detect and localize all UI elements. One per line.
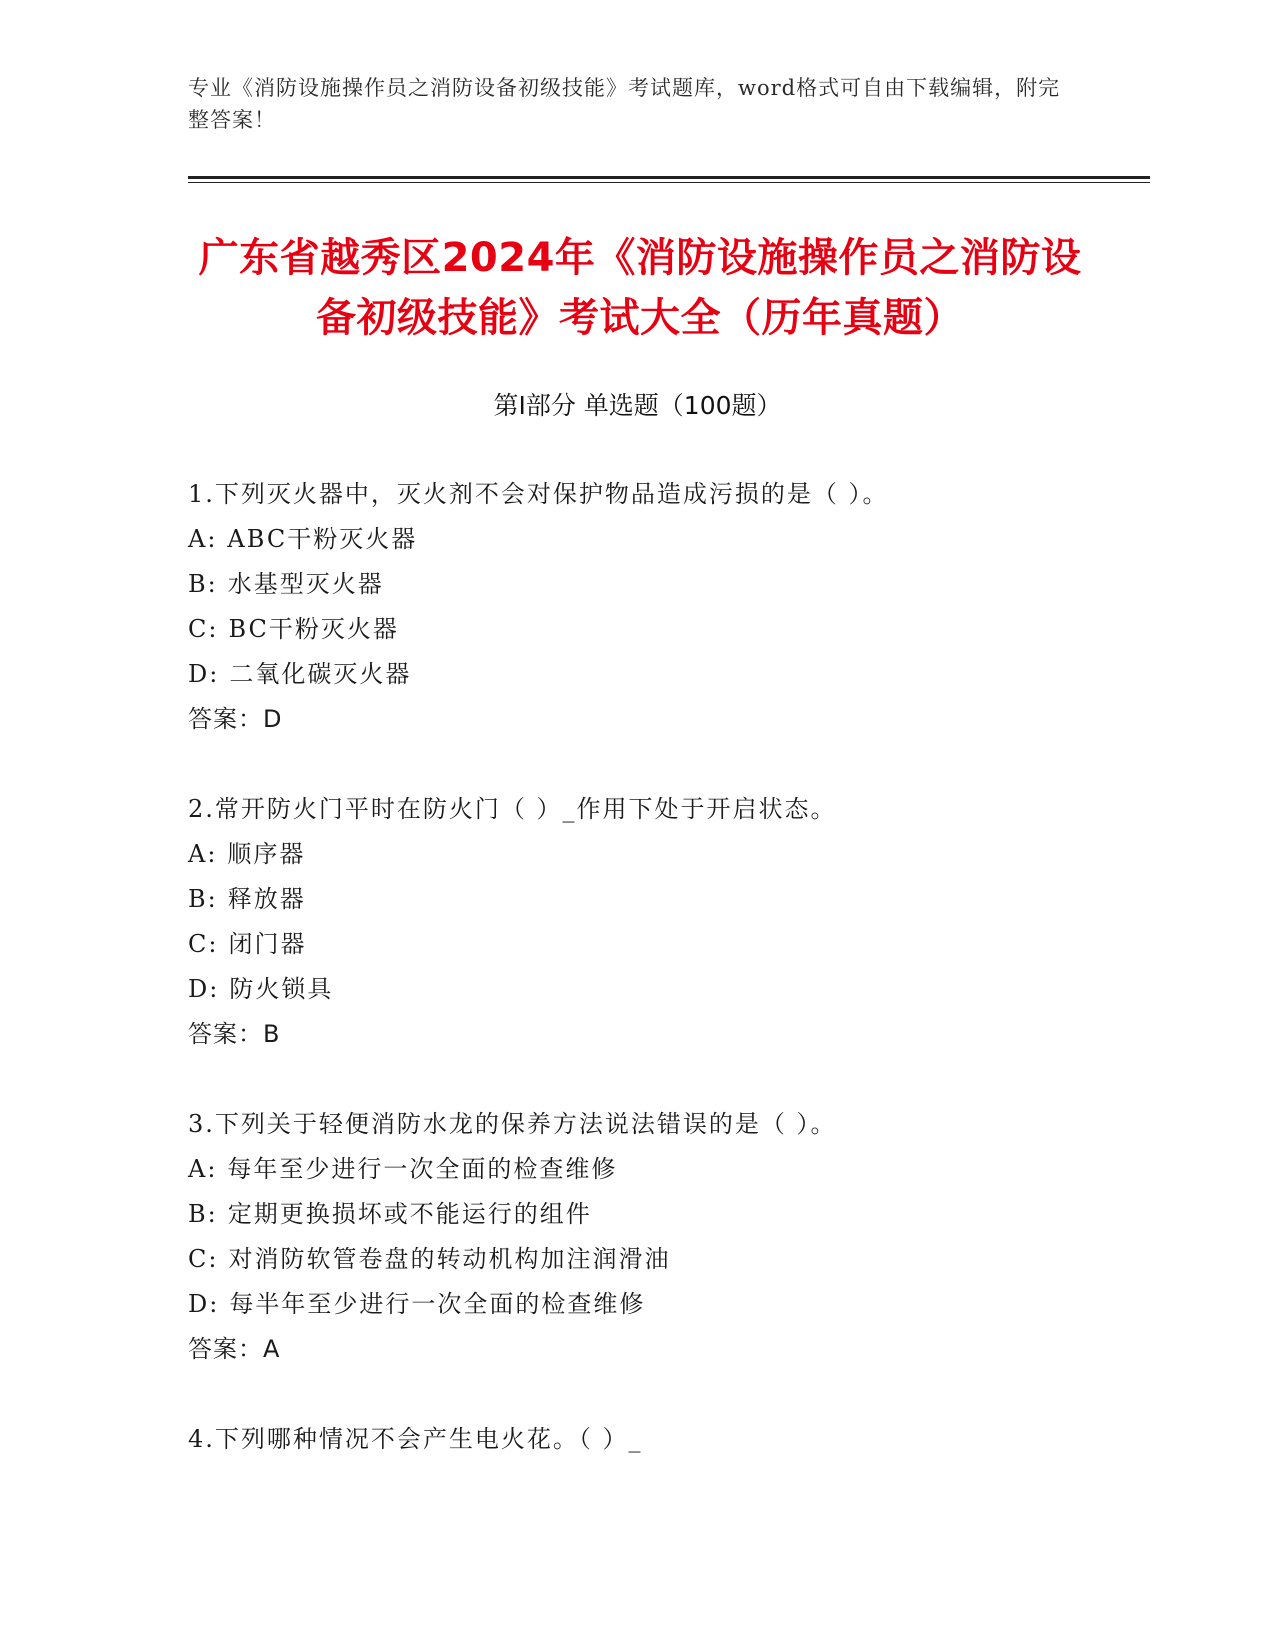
option-text: 每年至少进行一次全面的检查维修 [227, 1155, 618, 1183]
option-line [188, 1282, 1148, 1327]
option-text: 防火锁具 [229, 975, 334, 1003]
option-text: 每半年至少进行一次全面的检查维修 [229, 1290, 646, 1318]
option-key: C: [188, 930, 219, 958]
option-text: 顺序器 [227, 840, 306, 868]
question-block [188, 1417, 1148, 1462]
question-text: 4.下列哪种情况不会产生电火花。（ ）_ [188, 1425, 643, 1453]
option-line [188, 922, 1148, 967]
document-title: 广东省越秀区2024年《消防设施操作员之消防设备初级技能》考试大全（历年真题） [198, 235, 1082, 341]
option-line [188, 1192, 1148, 1237]
option-line [188, 1147, 1148, 1192]
option-text: 水基型灭火器 [227, 570, 384, 598]
section-title: 第Ⅰ部分 单选题（100题） [493, 391, 782, 420]
header-note: 专业《消防设施操作员之消防设备初级技能》考试题库，word格式可自由下载编辑，附完整答案！ [188, 76, 1061, 132]
option-text: 闭门器 [228, 930, 307, 958]
question-text: 1.下列灭火器中，灭火剂不会对保护物品造成污损的是（ ）。 [188, 480, 889, 508]
option-line [188, 607, 1148, 652]
answer-line: 答案：D [188, 705, 283, 733]
question-list [188, 472, 1148, 1507]
answer-line: 答案：B [188, 1020, 281, 1048]
option-text: 对消防软管卷盘的转动机构加注润滑油 [228, 1245, 671, 1273]
question-text: 2.常开防火门平时在防火门（ ）_作用下处于开启状态。 [188, 795, 837, 823]
option-key: A: [188, 840, 218, 868]
header-divider-thick [188, 176, 1150, 179]
option-key: B: [188, 570, 218, 598]
option-line [188, 517, 1148, 562]
question-text: 3.下列关于轻便消防水龙的保养方法说法错误的是（ ）。 [188, 1110, 837, 1138]
option-key: A: [188, 525, 218, 553]
option-key: D: [188, 660, 220, 688]
question-block [188, 472, 1148, 742]
header-divider-thin [188, 182, 1150, 183]
option-text: 二氧化碳灭火器 [229, 660, 412, 688]
option-text: 定期更换损坏或不能运行的组件 [227, 1200, 592, 1228]
option-key: C: [188, 615, 219, 643]
option-key: C: [188, 1245, 219, 1273]
option-line [188, 832, 1148, 877]
option-line [188, 652, 1148, 697]
option-key: D: [188, 1290, 220, 1318]
option-key: B: [188, 885, 218, 913]
option-key: B: [188, 1200, 218, 1228]
option-text: 释放器 [227, 885, 306, 913]
option-key: A: [188, 1155, 218, 1183]
option-key: D: [188, 975, 220, 1003]
option-text: BC干粉灭火器 [228, 615, 399, 643]
option-line [188, 877, 1148, 922]
option-text: ABC干粉灭火器 [227, 525, 418, 553]
question-block [188, 787, 1148, 1057]
answer-line: 答案：A [188, 1335, 281, 1363]
option-line [188, 562, 1148, 607]
option-line [188, 1237, 1148, 1282]
option-line [188, 967, 1148, 1012]
question-block [188, 1102, 1148, 1372]
